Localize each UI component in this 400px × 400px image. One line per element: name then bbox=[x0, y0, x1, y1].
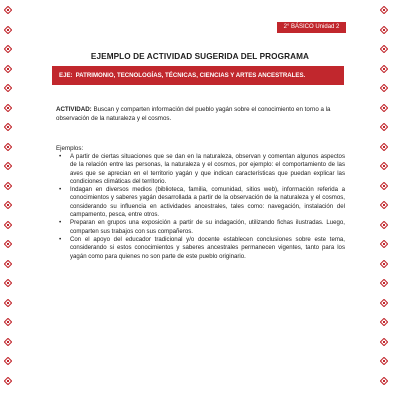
border-diamond-icon bbox=[4, 65, 12, 73]
list-item: • Indagan en diversos medios (biblioteca, familia, comunidad, sitios web), información referida a conocimientos y saberes yagán desarrollada a partir de la observación de la naturaleza y el cosmos, considerando su influencia en actividades ancestrales, tales como: navegación, instalación del campamento, pesca, entre otros. bbox=[59, 186, 345, 219]
border-diamond-icon bbox=[380, 240, 388, 248]
eje-label: EJE: bbox=[59, 72, 73, 79]
border-diamond-icon bbox=[4, 357, 12, 365]
border-diamond-icon bbox=[4, 6, 12, 14]
border-diamond-icon bbox=[380, 65, 388, 73]
bullet-icon: • bbox=[59, 235, 62, 243]
border-diamond-icon bbox=[380, 338, 388, 346]
border-diamond-icon bbox=[4, 260, 12, 268]
border-diamond-icon bbox=[4, 318, 12, 326]
border-diamond-icon bbox=[4, 162, 12, 170]
bullet-icon: • bbox=[59, 186, 62, 194]
border-diamond-icon bbox=[4, 377, 12, 385]
list-item: • A partir de ciertas situaciones que se dan en la naturaleza, observan y comentan algunos aspectos de la relación entre las personas, la naturaleza y el cosmos, por ejemplo: el comportamiento de las aves que se aprecian en el territorio yagán y que indican características que puedan explicar las condiciones climáticas del territorio. bbox=[59, 153, 345, 185]
border-diamond-icon bbox=[4, 182, 12, 190]
border-diamond-icon bbox=[4, 84, 12, 92]
list-item: • Con el apoyo del educador tradicional y/o docente establecen conclusiones sobre este tema, considerando si estos conocimientos y saberes ancestrales permanecen vigentes, tanto para los yagán como para quienes no son parte de este pueblo originario. bbox=[59, 235, 345, 260]
border-diamond-icon bbox=[380, 357, 388, 365]
page-title: EJEMPLO DE ACTIVIDAD SUGERIDA DEL PROGRAMA bbox=[90, 52, 310, 61]
border-diamond-icon bbox=[4, 201, 12, 209]
border-diamond-icon bbox=[380, 279, 388, 287]
border-diamond-icon bbox=[380, 221, 388, 229]
border-diamond-icon bbox=[4, 123, 12, 131]
border-diamond-icon bbox=[380, 143, 388, 151]
border-diamond-icon bbox=[380, 6, 388, 14]
border-diamond-icon bbox=[4, 143, 12, 151]
bullet-icon: • bbox=[59, 153, 62, 160]
border-diamond-icon bbox=[380, 104, 388, 112]
border-diamond-icon bbox=[4, 279, 12, 287]
border-diamond-icon bbox=[380, 318, 388, 326]
examples-list bbox=[56, 153, 345, 261]
border-diamond-icon bbox=[380, 201, 388, 209]
eje-text: PATRIMONIO, TECNOLOGÍAS, TÉCNICAS, CIENCIAS Y ARTES ANCESTRALES. bbox=[75, 72, 306, 79]
border-diamond-icon bbox=[380, 182, 388, 190]
border-diamond-icon bbox=[380, 260, 388, 268]
activity-text: Buscan y comparten información del pueblo yagán sobre el conocimiento en torno a la observación de la naturaleza y el cosmos. bbox=[56, 106, 331, 123]
eje-banner bbox=[52, 66, 344, 85]
border-diamond-icon bbox=[4, 338, 12, 346]
activity-paragraph bbox=[56, 105, 348, 123]
examples-label: Ejemplos: bbox=[56, 145, 84, 152]
border-diamond-icon bbox=[4, 240, 12, 248]
border-diamond-icon bbox=[380, 162, 388, 170]
border-diamond-icon bbox=[4, 26, 12, 34]
border-diamond-icon bbox=[380, 26, 388, 34]
border-diamond-icon bbox=[4, 104, 12, 112]
border-diamond-icon bbox=[380, 377, 388, 385]
list-item: • Preparan en grupos una exposición a partir de su indagación, utilizando fichas ilustradas. Luego, comparten sus trabajos con sus compañeros. bbox=[59, 219, 345, 235]
border-diamond-icon bbox=[380, 84, 388, 92]
border-diamond-icon bbox=[4, 221, 12, 229]
border-diamond-icon bbox=[380, 299, 388, 307]
bullet-icon: • bbox=[59, 219, 62, 227]
activity-label: ACTIVIDAD: bbox=[56, 106, 92, 113]
border-diamond-icon bbox=[4, 299, 12, 307]
grade-unit-badge: 2° BÁSICO Unidad 2 bbox=[277, 22, 346, 33]
border-diamond-icon bbox=[380, 123, 388, 131]
